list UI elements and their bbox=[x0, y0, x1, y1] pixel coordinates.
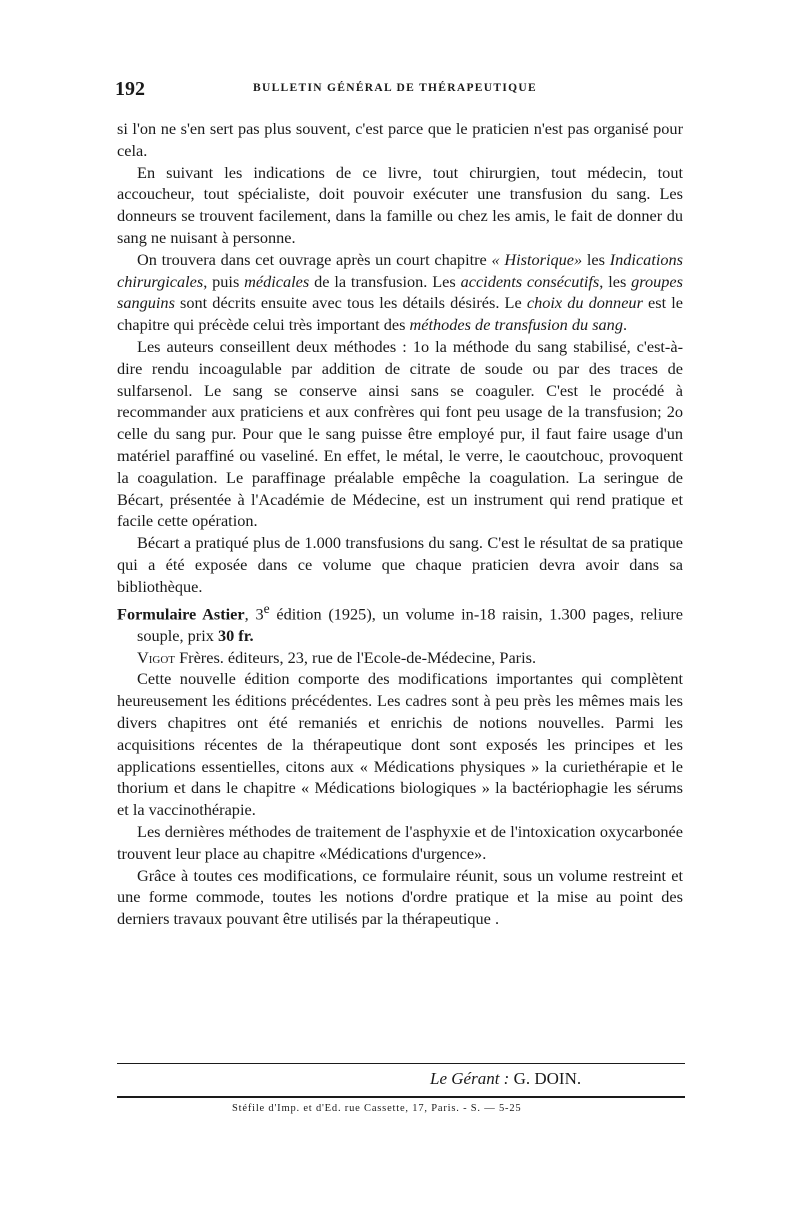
text-run: On trouvera dans cet ouvrage après un court chapitre bbox=[137, 249, 492, 269]
publisher-name: Vigot bbox=[137, 647, 176, 667]
paragraph-8: Cette nouvelle édition comporte des modifications importantes qui complètent heureusement les éditions précédentes. Les cadres sont à peu près les mêmes mais les divers chapitres ont été remaniés et enrichis de notions nouvelles. Parmi les acquisitions récentes de la thérapeutique dont sont exposés les principes et les applications essentielles, citons aux « Médications physiques » la curiethérapie et le thorium et dans le chapitre « Médications biologiques » la bactériophagie les sérums et la vaccinothérapie. bbox=[117, 669, 683, 820]
paragraph-1: si l'on ne s'en sert pas plus souvent, c'est parce que le praticien n'est pas organisé pour cela. bbox=[117, 119, 683, 160]
emphasis-methodes: méthodes de transfusion du sang bbox=[409, 315, 623, 335]
running-title: BULLETIN GÉNÉRAL DE THÉRAPEUTIQUE bbox=[253, 82, 537, 94]
body-text bbox=[117, 118, 683, 930]
paragraph-4: Les auteurs conseillent deux méthodes : 1o la méthode du sang stabilisé, c'est-à-dire rendu incoagulable par addition de citrate de soude ou par des traces de sulfarsenol. Le sang se conserve ainsi sans se coaguler. C'est le procédé à recommander aux praticiens et aux confrères qui font peu usage de la transfusion; 2o celle du sang pur. Pour que le sang puisse être employé pur, il faut faire usage d'un matériel paraffiné ou vaseliné. En effet, le métal, le verre, le caoutchouc, provoquent la coagulation. Le paraffinage préalable empêche la coagulation. La seringue de Bécart, présentée à l'Académie de Médecine, est un instrument qui rend pratique et facile cette opération. bbox=[117, 336, 683, 531]
text-run: Frères. éditeurs, 23, rue de l'Ecole-de-Médecine, Paris. bbox=[175, 647, 537, 667]
text-run: . bbox=[622, 315, 628, 335]
paragraph-10: Grâce à toutes ces modifications, ce formulaire réunit, sous un volume restreint et une forme commode, toutes les notions d'ordre pratique et la mise au point des derniers travaux pouvant être utilisés par la thérapeutique . bbox=[117, 865, 683, 929]
text-run: est le chapitre qui précède celui très important des bbox=[117, 293, 683, 335]
emphasis-groupes: groupes sanguins bbox=[117, 271, 683, 313]
publisher-line bbox=[117, 647, 683, 669]
paragraph-5: Bécart a pratiqué plus de 1.000 transfusions du sang. C'est le résultat de sa pratique qui a été exposée dans ce volume que chaque praticien devra avoir dans sa bibliothèque. bbox=[117, 533, 683, 596]
footer-rule-top bbox=[117, 1063, 685, 1064]
gerant-name: G. DOIN. bbox=[509, 1069, 582, 1088]
emphasis-indications: Indications chirurgicales bbox=[117, 249, 683, 291]
gerant-signature bbox=[430, 1069, 581, 1089]
book-entry bbox=[117, 598, 683, 647]
page-number: 192 bbox=[115, 78, 145, 100]
text-run: , les bbox=[599, 271, 632, 291]
text-run: sont décrits ensuite avec tous les détails désirés. Le bbox=[174, 293, 527, 313]
paragraph-3 bbox=[117, 249, 683, 336]
gerant-label: Le Gérant : bbox=[430, 1069, 510, 1088]
superscript: e bbox=[263, 600, 270, 616]
text-run: , 3 bbox=[244, 603, 264, 623]
book-title: Formulaire Astier bbox=[117, 603, 245, 623]
page-header bbox=[115, 78, 685, 102]
text-run: de la transfusion. Les bbox=[309, 271, 461, 291]
emphasis-choix: choix du donneur bbox=[526, 293, 643, 313]
text-run: les bbox=[582, 249, 610, 269]
text-run: édition (1925), un volume in-18 raisin, 1.300 pages, reliure souple, prix bbox=[137, 603, 684, 645]
emphasis-accidents: accidents consécutifs bbox=[460, 271, 600, 291]
paragraph-9: Les dernières méthodes de traitement de l'asphyxie et de l'intoxication oxycarbonée trouvent leur place au chapitre «Médications d'urgence». bbox=[117, 821, 683, 863]
text-run: , puis bbox=[203, 271, 245, 291]
book-price: 30 fr. bbox=[217, 625, 254, 645]
paragraph-2: En suivant les indications de ce livre, tout chirurgien, tout médecin, tout accoucheur, tout spécialiste, doit pouvoir exécuter une transfusion du sang. Les donneurs se trouvent facilement, dans la famille ou chez les amis, le fait de donner du sang ne nuisant à personne. bbox=[117, 162, 683, 247]
printer-imprint: Stéfile d'Imp. et d'Ed. rue Cassette, 17, Paris. - S. — 5-25 bbox=[232, 1103, 522, 1114]
emphasis-historique: « Historique» bbox=[491, 249, 583, 269]
emphasis-medicales: médicales bbox=[244, 271, 310, 291]
footer-rule-bottom bbox=[117, 1096, 685, 1098]
